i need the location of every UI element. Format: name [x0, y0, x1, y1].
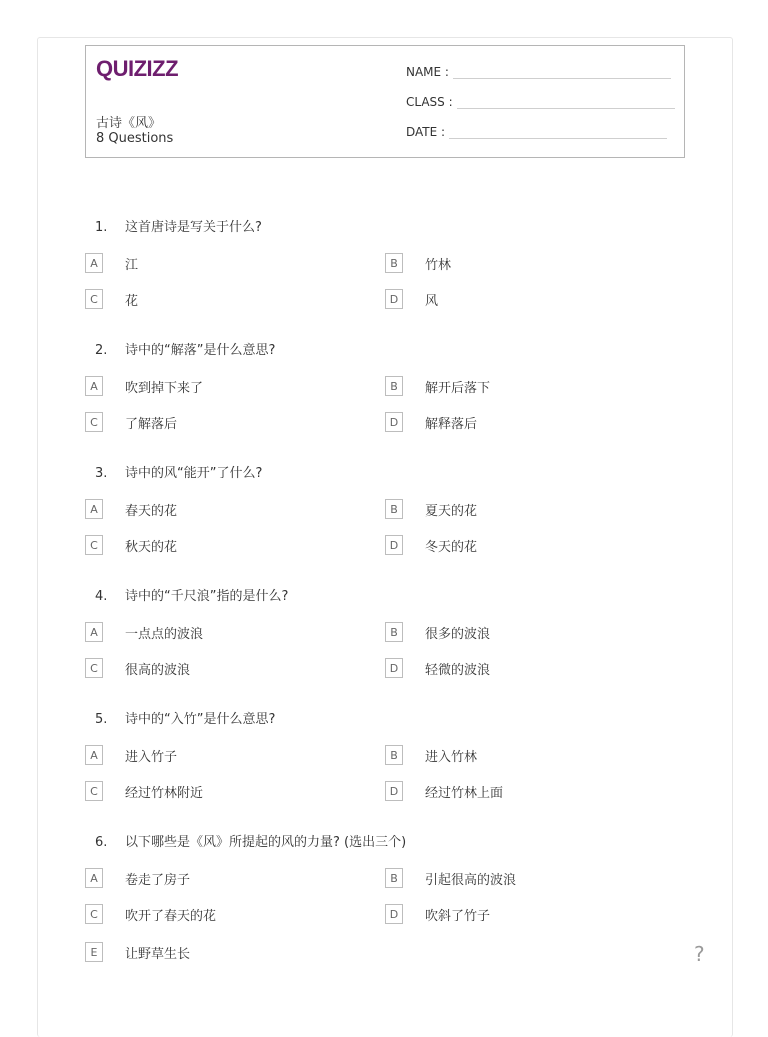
answer-option[interactable]	[385, 658, 490, 678]
option-text: 解释落后	[425, 416, 478, 432]
question	[95, 462, 262, 481]
option-letter-box: B	[385, 499, 403, 519]
option-letter-box: B	[385, 622, 403, 642]
option-text: 江	[125, 257, 139, 273]
answer-option[interactable]	[85, 499, 177, 519]
option-letter-box: C	[85, 658, 103, 678]
option-letter-box: C	[85, 535, 103, 555]
option-text: 春天的花	[125, 503, 178, 519]
option-text: 夏天的花	[425, 503, 478, 519]
option-letter-box: D	[385, 412, 403, 432]
answer-option[interactable]	[385, 412, 477, 432]
option-text: 让野草生长	[125, 946, 191, 962]
question-text: 诗中的“千尺浪”指的是什么?	[125, 589, 289, 604]
option-text: 轻微的波浪	[425, 662, 491, 678]
answer-option[interactable]	[85, 622, 203, 642]
answer-option[interactable]	[85, 904, 216, 924]
question	[95, 831, 406, 850]
option-text: 了解落后	[125, 416, 178, 432]
answer-option[interactable]	[85, 745, 177, 765]
answer-option[interactable]	[385, 499, 477, 519]
option-letter-box: C	[85, 289, 103, 309]
quiz-title: 古诗《风》	[96, 116, 162, 131]
answer-option[interactable]	[385, 781, 503, 801]
question-text: 诗中的“解落”是什么意思?	[125, 343, 276, 358]
name-line	[453, 64, 671, 79]
option-letter-box: B	[385, 868, 403, 888]
help-icon[interactable]: ?	[694, 942, 705, 966]
option-letter-box: C	[85, 781, 103, 801]
answer-option[interactable]	[85, 781, 203, 801]
option-text: 风	[425, 293, 439, 309]
answer-option[interactable]	[85, 376, 203, 396]
option-letter-box: A	[85, 868, 103, 888]
quizizz-logo: QUIZIZZ	[96, 56, 179, 81]
option-letter-box: D	[385, 535, 403, 555]
option-letter-box: A	[85, 622, 103, 642]
answer-option[interactable]	[85, 535, 177, 555]
option-text: 吹斜了竹子	[425, 908, 491, 924]
option-text: 经过竹林附近	[125, 785, 204, 801]
question-number: 6.	[95, 835, 108, 850]
option-letter-box: D	[385, 658, 403, 678]
question-text: 诗中的风“能开”了什么?	[125, 466, 263, 481]
answer-option[interactable]	[85, 412, 177, 432]
option-letter-box: D	[385, 904, 403, 924]
answer-option[interactable]	[85, 253, 138, 273]
option-letter-box: B	[385, 253, 403, 273]
option-letter-box: C	[85, 412, 103, 432]
option-text: 竹林	[425, 257, 452, 273]
date-line	[449, 124, 667, 139]
option-text: 一点点的波浪	[125, 626, 204, 642]
answer-option[interactable]	[85, 658, 190, 678]
option-letter-box: B	[385, 376, 403, 396]
question	[95, 708, 275, 727]
date-label: DATE :	[406, 125, 446, 139]
option-text: 卷走了房子	[125, 872, 191, 888]
question-number: 5.	[95, 712, 108, 727]
question-text: 诗中的“入竹”是什么意思?	[125, 712, 276, 727]
answer-option[interactable]	[85, 942, 190, 962]
option-text: 吹开了春天的花	[125, 908, 217, 924]
option-letter-box: A	[85, 253, 103, 273]
answer-option[interactable]	[385, 535, 477, 555]
option-text: 经过竹林上面	[425, 785, 504, 801]
answer-option[interactable]	[385, 904, 490, 924]
answer-option[interactable]	[385, 376, 490, 396]
option-text: 解开后落下	[425, 380, 491, 396]
option-text: 吹到掉下来了	[125, 380, 204, 396]
worksheet-header	[85, 45, 685, 158]
question-number: 1.	[95, 220, 108, 235]
question-text: 这首唐诗是写关于什么?	[125, 220, 262, 235]
class-field	[406, 94, 675, 109]
option-text: 引起很高的波浪	[425, 872, 517, 888]
option-letter-box: A	[85, 499, 103, 519]
option-text: 秋天的花	[125, 539, 178, 555]
question-count: 8 Questions	[96, 131, 174, 146]
question-text: 以下哪些是《风》所提起的风的力量? (选出三个)	[125, 835, 407, 850]
answer-option[interactable]	[385, 253, 451, 273]
answer-option[interactable]	[385, 289, 438, 309]
option-text: 进入竹子	[125, 749, 178, 765]
question-number: 3.	[95, 466, 108, 481]
answer-option[interactable]	[85, 289, 138, 309]
option-letter-box: C	[85, 904, 103, 924]
question	[95, 339, 275, 358]
question	[95, 585, 288, 604]
option-letter-box: A	[85, 745, 103, 765]
option-text: 进入竹林	[425, 749, 478, 765]
option-text: 很高的波浪	[125, 662, 191, 678]
option-text: 冬天的花	[425, 539, 478, 555]
answer-option[interactable]	[385, 868, 516, 888]
option-text: 花	[125, 293, 139, 309]
question-number: 2.	[95, 343, 108, 358]
question	[95, 216, 262, 235]
option-letter-box: D	[385, 781, 403, 801]
option-letter-box: E	[85, 942, 103, 962]
class-line	[457, 94, 675, 109]
answer-option[interactable]	[385, 622, 490, 642]
name-label: NAME :	[406, 65, 449, 79]
answer-option[interactable]	[385, 745, 477, 765]
question-number: 4.	[95, 589, 108, 604]
name-field	[406, 64, 671, 79]
date-field	[406, 124, 667, 139]
option-letter-box: D	[385, 289, 403, 309]
option-letter-box: A	[85, 376, 103, 396]
class-label: CLASS :	[406, 95, 453, 109]
answer-option[interactable]	[85, 868, 190, 888]
option-letter-box: B	[385, 745, 403, 765]
option-text: 很多的波浪	[425, 626, 491, 642]
